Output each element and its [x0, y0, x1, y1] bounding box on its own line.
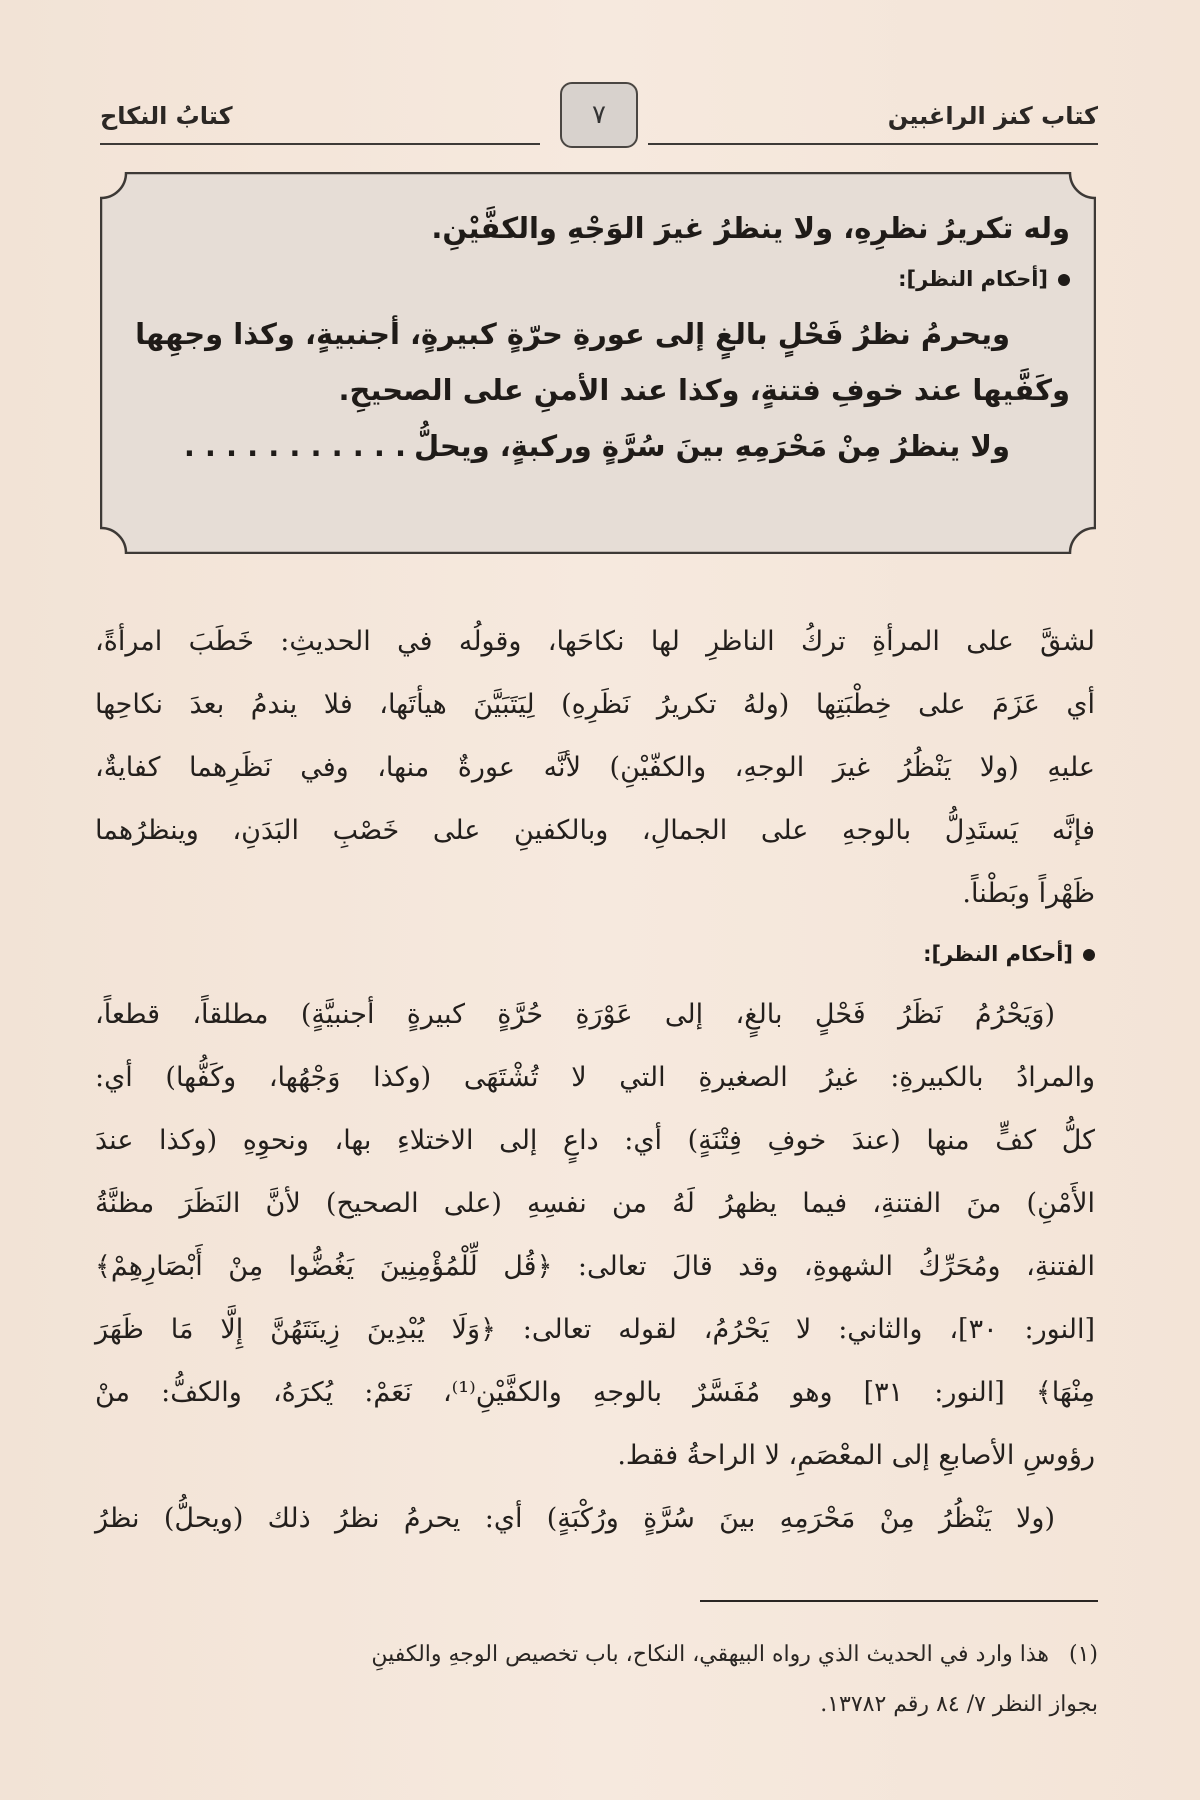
commentary-line: الأَمْنِ) منَ الفتنةِ، فيما يظهرُ لَهُ من نفسِهِ (على الصحيح) لأنَّ النَظَرَ مظنَّةُ — [95, 1188, 1095, 1219]
footnotes — [100, 1630, 1098, 1730]
commentary-line: (ولا يَنْظُرُ مِنْ مَحْرَمِهِ بينَ سُرَّةٍ ورُكْبَةٍ) أي: يحرمُ نظرُ ذلك (ويحلُّ) نظرُ — [95, 1503, 1055, 1534]
footnote — [100, 1630, 1098, 1680]
footnote-text: هذا وارد في الحديث الذي رواه البيهقي، النكاح، باب تخصيص الوجهِ والكفينِ — [371, 1642, 1049, 1667]
section-heading: [أحكام النظر]: — [95, 925, 1095, 983]
commentary-line: عليهِ (ولا يَنْظُرُ غيرَ الوجهِ، والكفّيْنِ) لأنَّه عورةٌ منها، وفي نَظَرِهما كفايةٌ، — [95, 752, 1095, 783]
commentary-line: الفتنةِ، ومُحَرِّكُ الشهوةِ، وقد قالَ تعالى: ﴿قُل لِّلْمُؤْمِنِينَ يَغُضُّوا مِنْ أَبْصَارِهِمْ﴾ — [95, 1251, 1095, 1282]
matn-text — [120, 200, 1070, 474]
matn-line: ولا ينظرُ مِنْ مَحْرَمِهِ بينَ سُرَّةٍ وركبةٍ، ويحلُّ. . . . . . . . . . . — [183, 429, 1010, 463]
commentary-line: كلُّ كفٍّ منها (عندَ خوفِ فِتْنَةٍ) أي: داعٍ إلى الاختلاءِ بها، ونحوِهِ (وكذا عندَ — [95, 1125, 1095, 1156]
continuation-dots: . . . . . . . . . . . — [183, 429, 406, 463]
commentary-line: مِنْهَا﴾ [النور: ٣١] وهو مُفَسَّرٌ بالوجهِ والكفَّيْنِ⁽¹⁾، نَعَمْ: يُكرَهُ، والكفُّ: منْ — [95, 1377, 1095, 1408]
commentary-text — [95, 610, 1095, 1550]
matn-line: وله تكريرُ نظرِهِ، ولا ينظرُ غيرَ الوَجْهِ والكفَّيْنِ. — [431, 211, 1070, 245]
commentary-line: فإنَّه يَستَدِلُّ بالوجهِ على الجمالِ، وبالكفينِ على خَصْبِ البَدَنِ، وينظرُهما — [95, 815, 1095, 846]
page-header — [100, 80, 1098, 150]
commentary-line: ظَهْراً وبَطْناً. — [962, 878, 1095, 909]
matn-line: وكَفَّيها عند خوفِ فتنةٍ، وكذا عند الأمنِ على الصحيحِ. — [338, 373, 1070, 407]
section-heading: [أحكام النظر]: — [120, 256, 1070, 306]
header-rule-right — [648, 143, 1098, 145]
bullet-icon — [1058, 274, 1070, 286]
commentary-line: أي عَزَمَ على خِطْبَتِها (ولهُ تكريرُ نَظَرِهِ) لِيَتَبَيَّنَ هيأتَها، فلا يندمُ بعدَ نكاحِها — [95, 689, 1095, 720]
book-title: كتاب كنز الراغبين — [887, 102, 1098, 130]
chapter-title: كتابُ النكاح — [100, 102, 233, 130]
page-number-badge — [560, 82, 638, 148]
commentary-line: لشقَّ على المرأةِ تركُ الناظرِ لها نكاحَها، وقولُه في الحديثِ: خَطَبَ امرأةً، — [95, 626, 1095, 657]
bullet-icon — [1083, 949, 1095, 961]
matn-line: ويحرمُ نظرُ فَحْلٍ بالغٍ إلى عورةِ حرّةٍ كبيرةٍ، أجنبيةٍ، وكذا وجهِها — [135, 317, 1010, 351]
page-number: ٧ — [592, 100, 606, 130]
commentary-line: [النور: ٣٠]، والثاني: لا يَحْرُمُ، لقوله تعالى: ﴿وَلَا يُبْدِينَ زِينَتَهُنَّ إِلَّا مَا ظَهَرَ — [95, 1314, 1095, 1345]
commentary-line: رؤوسِ الأصابعِ إلى المعْصَمِ، لا الراحةُ فقط. — [617, 1440, 1095, 1471]
footnote-number: (١) — [1068, 1642, 1098, 1667]
commentary-line: والمرادُ بالكبيرةِ: غيرُ الصغيرةِ التي لا تُشْتَهَى (وكذا وَجْهُها، وكَفُّها) أي: — [95, 1062, 1095, 1093]
header-rule-left — [100, 143, 540, 145]
footnote-separator — [700, 1600, 1098, 1602]
commentary-line: (وَيَحْرُمُ نَظَرُ فَحْلٍ بالغٍ، إلى عَوْرَةِ حُرَّةٍ كبيرةٍ أجنبيَّةٍ) مطلقاً، قطعاً، — [95, 999, 1055, 1030]
footnote-continuation: بجواز النظر ٧/ ٨٤ رقم ١٣٧٨٢. — [820, 1692, 1098, 1717]
